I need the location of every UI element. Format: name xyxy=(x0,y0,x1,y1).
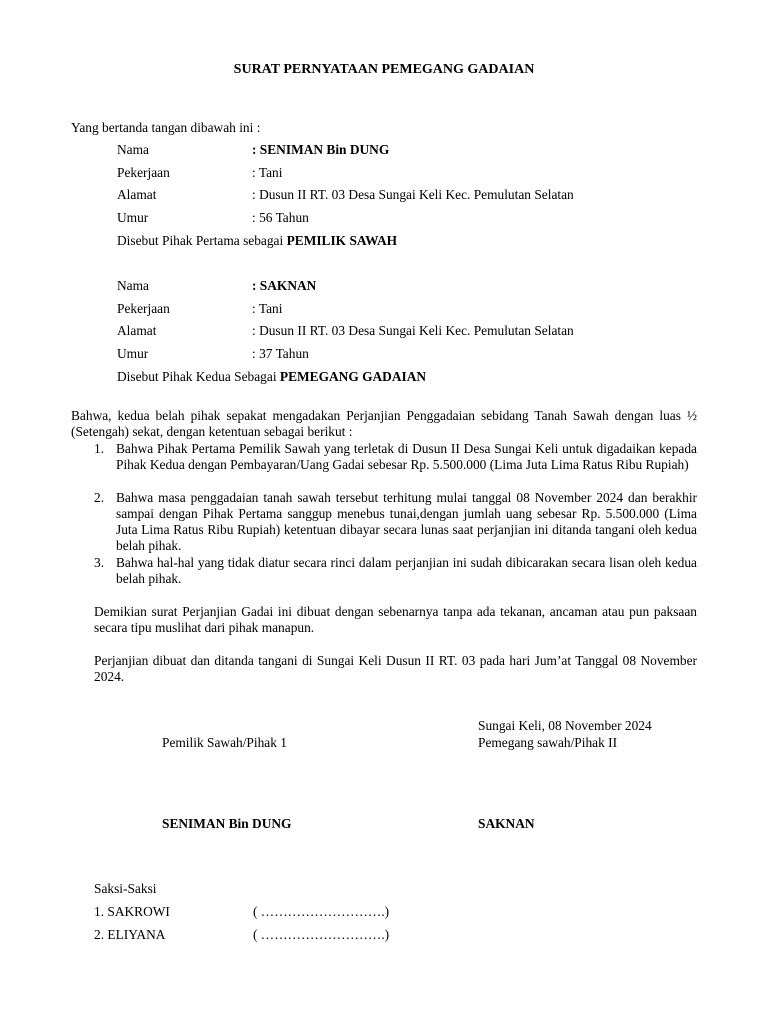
witness-name: 1. SAKROWI xyxy=(94,904,170,919)
signing-statement: Perjanjian dibuat dan ditanda tangani di Sungai Keli Dusun II RT. 03 pada hari Jum’at Tanggal 08 November 2024. xyxy=(94,653,697,684)
party1-role-line xyxy=(117,233,397,249)
signature-place-date: Sungai Keli, 08 November 2024 xyxy=(478,718,652,733)
signature-left-name: SENIMAN Bin DUNG xyxy=(162,816,292,831)
term-number: 1. xyxy=(94,441,105,456)
term-text: Bahwa Pihak Pertama Pemilik Sawah yang terletak di Dusun II Desa Sungai Keli untuk digadaikan kepada Pihak Kedua dengan Pembayaran/Uang Gadai sebesar Rp. 5.500.000 (Lima Juta Lima Ratus Ribu Rupiah) xyxy=(116,441,697,472)
party1-role: PEMILIK SAWAH xyxy=(286,233,398,248)
party2-address-value: : Dusun II RT. 03 Desa Sungai Keli Kec. Pemulutan Selatan xyxy=(252,323,574,338)
term-item xyxy=(94,490,697,554)
party2-job-value: : Tani xyxy=(252,301,283,316)
witness-name: 2. ELIYANA xyxy=(94,927,166,942)
term-item xyxy=(94,555,697,587)
closing-statement: Demikian surat Perjanjian Gadai ini dibuat dengan sebenarnya tanpa ada tekanan, ancaman atau pun paksaan secara tipu muslihat dari pihak manapun. xyxy=(94,604,697,635)
party1-name-value: : SENIMAN Bin DUNG xyxy=(252,142,390,157)
witness-signature-line: ( ……………………….) xyxy=(253,927,390,942)
party1-address-value: : Dusun II RT. 03 Desa Sungai Keli Kec. Pemulutan Selatan xyxy=(252,187,574,202)
party1-age-row xyxy=(117,210,717,228)
party2-address-row xyxy=(117,323,717,341)
witnesses-heading: Saksi-Saksi xyxy=(94,881,157,896)
party2-name-value: : SAKNAN xyxy=(252,278,317,293)
party2-role-prefix: Disebut Pihak Kedua Sebagai xyxy=(117,369,280,384)
document-title: SURAT PERNYATAAN PEMEGANG GADAIAN xyxy=(233,62,535,77)
party2-job-row xyxy=(117,301,717,319)
agreement-intro: Bahwa, kedua belah pihak sepakat mengadakan Perjanjian Penggadaian sebidang Tanah Sawah dengan luas ½ (Setengah) sekat, dengan ketentuan sebagai berikut : xyxy=(71,408,697,439)
signature-right-role: Pemegang sawah/Pihak II xyxy=(478,735,618,750)
party1-address-label: Alamat xyxy=(117,187,157,202)
party1-age-value: : 56 Tahun xyxy=(252,210,309,225)
term-number: 3. xyxy=(94,555,105,570)
party2-age-label: Umur xyxy=(117,346,149,361)
term-text: Bahwa hal-hal yang tidak diatur secara rinci dalam perjanjian ini sudah dibicarakan secara lisan oleh kedua belah pihak. xyxy=(116,555,697,586)
party2-role: PEMEGANG GADAIAN xyxy=(279,369,427,384)
intro-text: Yang bertanda tangan dibawah ini : xyxy=(71,120,261,135)
party2-role-line xyxy=(117,369,426,385)
party2-age-value: : 37 Tahun xyxy=(252,346,309,361)
party1-age-label: Umur xyxy=(117,210,149,225)
term-text: Bahwa masa penggadaian tanah sawah tersebut terhitung mulai tanggal 08 November 2024 dan berakhir sampai dengan Pihak Pertama sanggup menebus tunai,dengan jumlah uang sebesar Rp. 5.500.000 (Lima Juta Lima Ratus Ribu Rupiah) ketentuan dibayar secara lunas saat perjanjian ini ditanda tangani oleh kedua belah pihak. xyxy=(116,490,697,553)
signature-right-name: SAKNAN xyxy=(478,816,535,831)
party2-age-row xyxy=(117,346,717,364)
witness-signature-line: ( ……………………….) xyxy=(253,904,390,919)
term-number: 2. xyxy=(94,490,105,505)
signature-left-role: Pemilik Sawah/Pihak 1 xyxy=(162,735,287,750)
party1-job-label: Pekerjaan xyxy=(117,165,170,180)
party1-job-value: : Tani xyxy=(252,165,283,180)
party2-name-label: Nama xyxy=(117,278,149,293)
party2-name-row xyxy=(117,278,717,296)
party2-job-label: Pekerjaan xyxy=(117,301,170,316)
party2-address-label: Alamat xyxy=(117,323,157,338)
party1-job-row xyxy=(117,165,717,183)
party1-name-row xyxy=(117,142,717,160)
party1-name-label: Nama xyxy=(117,142,149,157)
party1-address-row xyxy=(117,187,717,205)
term-item xyxy=(94,441,697,489)
party1-role-prefix: Disebut Pihak Pertama sebagai xyxy=(117,233,287,248)
